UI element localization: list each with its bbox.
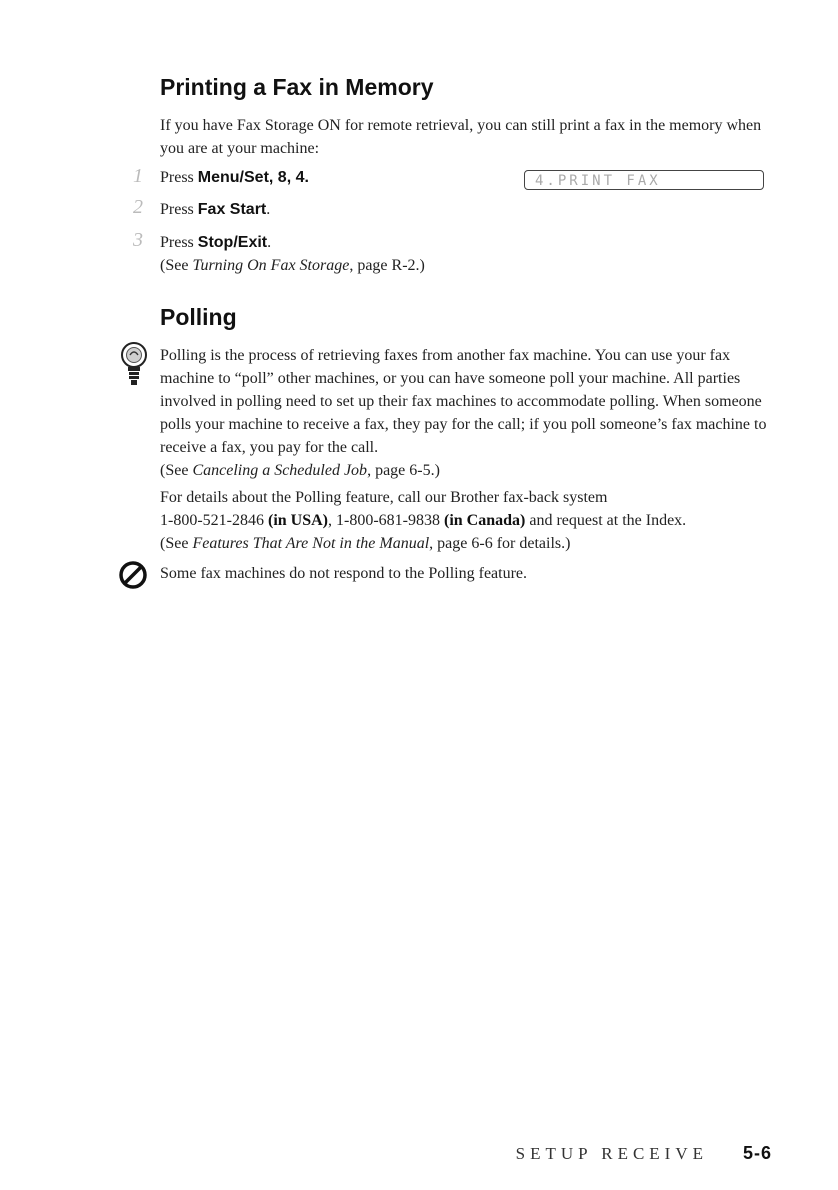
polling-paragraph: Polling is the process of retrieving faxes from another fax machine. You can use your fax machine to “poll” other machines, or you can have someone poll your machine. All parties involved in polling need to set up their fax machines to accommodate polling. When someone polls your machine to receive a fax, they pay for the call; if you poll someone’s fax machine to receive a fax, you pay for the call.	[160, 347, 767, 456]
lightbulb-icon	[116, 340, 152, 388]
faxback-line-2: 1-800-521-2846 (in USA), 1-800-681-9838 (in Canada) and request at the Index.	[160, 512, 687, 529]
step-1: Press Menu/Set, 8, 4.	[160, 169, 309, 186]
section-title-printing-fax: Printing a Fax in Memory	[160, 74, 434, 100]
step-number-2: 2	[133, 196, 143, 218]
footer-chapter: SETUP RECEIVE	[515, 1144, 708, 1163]
section-title-polling: Polling	[160, 304, 237, 330]
see-reference-cancel: (See Canceling a Scheduled Job, page 6-5.)	[160, 462, 440, 479]
key-fax-start: Fax Start	[197, 201, 267, 218]
lcd-display: 4.PRINT FAX	[524, 170, 764, 190]
step-2: Press Fax Start.	[160, 201, 271, 218]
prohibited-icon	[118, 560, 148, 590]
intro-paragraph: If you have Fax Storage ON for remote retrieval, you can still print a fax in the memory when you are at your machine:	[160, 117, 762, 157]
step-number-3: 3	[133, 229, 143, 251]
see-reference-storage: (See Turning On Fax Storage, page R-2.)	[160, 257, 425, 274]
see-reference-features: (See Features That Are Not in the Manual, page 6-6 for details.)	[160, 535, 571, 552]
key-menu-set: Menu/Set	[197, 169, 269, 186]
faxback-line-1: For details about the Polling feature, call our Brother fax-back system	[160, 489, 608, 506]
key-stop-exit: Stop/Exit	[197, 234, 268, 251]
page-number: 5-6	[742, 1143, 772, 1163]
step-number-1: 1	[133, 165, 143, 187]
step-3: Press Stop/Exit.	[160, 234, 272, 251]
polling-note: Some fax machines do not respond to the Polling feature.	[160, 565, 528, 582]
